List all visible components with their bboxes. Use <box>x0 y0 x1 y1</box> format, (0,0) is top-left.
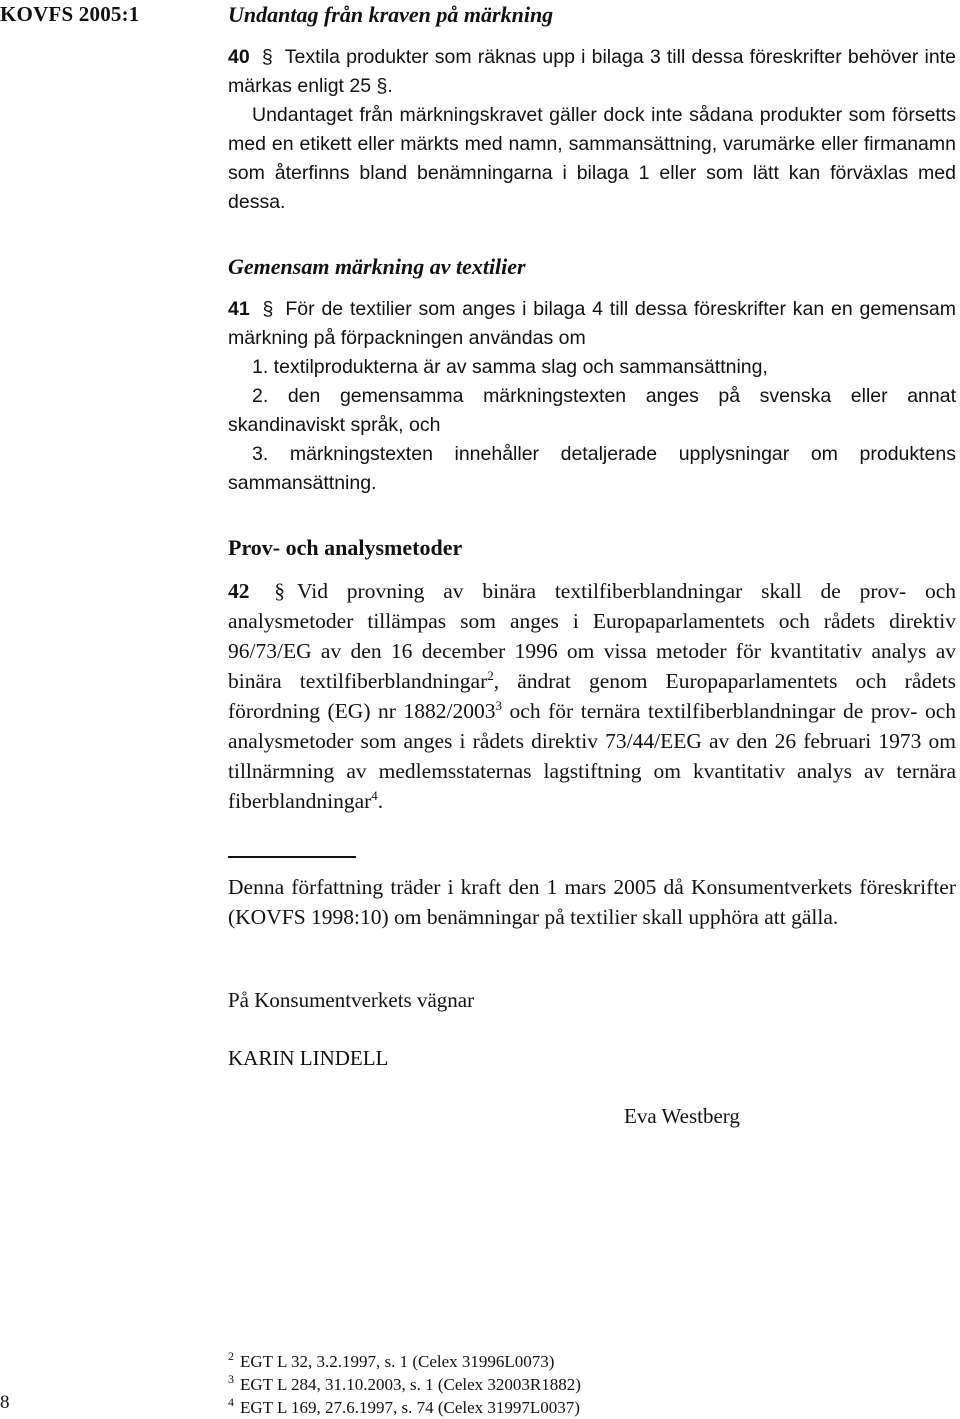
list-item: 3. märkningstexten innehåller detaljerade upplysningar om produktens sammansättning. <box>228 443 956 494</box>
footnote-number: 3 <box>228 1372 234 1386</box>
footnote-ref[interactable]: 3 <box>495 698 502 713</box>
paragraph-41-text <box>228 295 956 353</box>
signatory-name: KARIN LINDELL <box>228 1046 389 1070</box>
section-exemptions <box>228 2 956 28</box>
paragraph-body: För de textilier som anges i bilaga 4 till dessa föreskrifter kan en gemensam märkning på förpackningen användas om <box>228 298 956 349</box>
footnote-text: EGT L 32, 3.2.1997, s. 1 (Celex 31996L0073) <box>240 1352 555 1371</box>
paragraph-number: 41 <box>228 298 250 320</box>
paragraph-body: , ändrat genom Europaparlamentets och rådets förordning (EG) nr 1882/2003 <box>228 669 956 723</box>
section-heading: Gemensam märkning av textilier <box>228 254 526 279</box>
on-behalf-line: På Konsumentverkets vägnar <box>228 988 475 1012</box>
section-sign: § <box>262 298 274 320</box>
footnote-number: 2 <box>228 1349 234 1363</box>
paragraph-body: . <box>377 789 384 813</box>
footnote <box>228 1373 581 1396</box>
list-item: 1. textilprodukterna är av samma slag och sammansättning, <box>252 356 768 378</box>
footnote-text: EGT L 284, 31.10.2003, s. 1 (Celex 32003R1882) <box>240 1375 581 1394</box>
section-heading: Undantag från kraven på märkning <box>228 2 554 27</box>
footnote-number: 4 <box>228 1395 234 1409</box>
section-sign: § <box>274 579 286 603</box>
effective-date-text: Denna författning träder i kraft den 1 mars 2005 då Konsumentverkets föreskrifter (KOVFS 1998:10) om benämningar på textilier skall upphöra att gälla. <box>228 875 956 929</box>
paragraph-40-text-2: Undantaget från märkningskravet gäller dock inte sådana produkter som försetts med en etikett eller märkts med namn, sammansättning, varumärke eller firmanamn som återfinns bland benämningarna i bilaga 1 eller som lätt kan förväxlas med dessa. <box>228 104 956 213</box>
section-test-methods <box>228 535 956 561</box>
footnote-ref[interactable]: 4 <box>371 788 378 803</box>
paragraph-body: Textila produkter som räknas upp i bilaga 3 till dessa föreskrifter behöver inte märkas enligt 25 §. <box>228 46 956 97</box>
paragraph-41 <box>228 295 956 498</box>
footnote-ref[interactable]: 2 <box>487 668 494 683</box>
page-number: 8 <box>0 1392 10 1413</box>
footnotes <box>228 1350 581 1419</box>
separator-rule <box>228 856 356 858</box>
paragraph-40 <box>228 43 956 217</box>
footnote-text: EGT L 169, 27.6.1997, s. 74 (Celex 31997L0037) <box>240 1398 580 1417</box>
paragraph-number: 40 <box>228 46 250 68</box>
paragraph-number: 42 <box>228 579 250 603</box>
section-common-marking <box>228 254 956 280</box>
paragraph-42 <box>228 576 956 816</box>
paragraph-40-text <box>228 43 956 101</box>
cosigner-name: Eva Westberg <box>624 1104 740 1128</box>
effective-date-paragraph <box>228 872 956 932</box>
paragraph-body: och för ternära textilfiberblandningar de prov- och analysmetoder som anges i rådets direktiv 73/44/EEG av den 26 februari 1973 om tillnärmning av medlemsstaternas lagstiftning om kvantitativ analys av ternära fiberblandningar <box>228 699 956 813</box>
document-series-id: KOVFS 2005:1 <box>0 2 140 26</box>
footnote <box>228 1350 581 1373</box>
list-item: 2. den gemensamma märkningstexten anges på svenska eller annat skandinaviskt språk, och <box>228 385 956 436</box>
section-heading: Prov- och analysmetoder <box>228 535 463 560</box>
paragraph-42-text <box>228 576 956 816</box>
section-sign: § <box>261 46 273 68</box>
paragraph-body: Vid provning av binära textilfiberblandningar skall de prov- och analysmetoder tillämpas som anges i Europaparlamentets och rådets direktiv 96/73/EG av den 16 december 1996 om vissa metoder för kvantitativ analys av binära textilfiberblandningar <box>228 579 956 693</box>
